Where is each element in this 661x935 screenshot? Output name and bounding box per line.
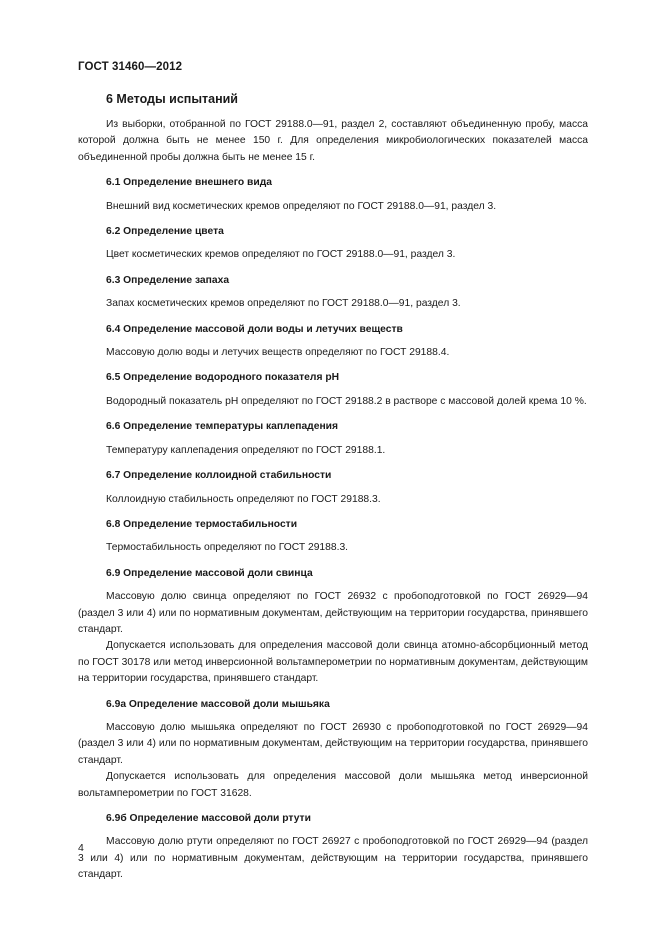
subsection-paragraph: Внешний вид косметических кремов определяют по ГОСТ 29188.0—91, раздел 3. — [106, 200, 497, 212]
subsection-paragraph: Водородный показатель pH определяют по ГОСТ 29188.2 в растворе с массовой долей крема 10 %. — [106, 395, 587, 407]
subsection-paragraph: Запах косметических кремов определяют по ГОСТ 29188.0—91, раздел 3. — [106, 298, 461, 310]
subsection-title-6-5: 6.5 Определение водородного показателя pH — [106, 372, 340, 384]
subsection-title-6-8: 6.8 Определение термостабильности — [106, 518, 298, 530]
subsection-title-6-9a: 6.9а Определение массовой доли мышьяка — [106, 698, 330, 710]
page-number: 4 — [78, 842, 84, 854]
subsection-title-6-9b: 6.9б Определение массовой доли ртути — [106, 813, 311, 824]
document-code-header: ГОСТ 31460—2012 — [78, 61, 183, 73]
subsection-paragraph: Массовую долю воды и летучих веществ определяют по ГОСТ 29188.4. — [106, 347, 450, 359]
subsection-title-6-4: 6.4 Определение массовой доли воды и летучих веществ — [106, 323, 403, 335]
subsection-title-6-2: 6.2 Определение цвета — [106, 226, 224, 238]
subsection-paragraph: Массовую долю свинца определяют по ГОСТ 26932 с пробоподготовкой по ГОСТ 26929—94 (раздел 3 или 4) или по нормативным документам, действующим на территории государства, принявшего стандарт. — [78, 591, 588, 635]
subsection-paragraph: Массовую долю ртути определяют по ГОСТ 26927 с пробоподготовкой по ГОСТ 26929—94 (раздел 3 или 4) или по нормативным документам, действующим на территории государства, принявшего стандарт. — [78, 836, 588, 881]
subsection-paragraph: Допускается использовать для определения массовой доли свинца атомно-абсорбционный метод по ГОСТ 30178 или метод инверсионной вольтамперометрии по нормативным документам, действующим на территории государства, принявшего стандарт. — [78, 640, 588, 685]
subsection-paragraph: Массовую долю мышьяка определяют по ГОСТ 26930 с пробоподготовкой по ГОСТ 26929—94 (раздел 3 или 4) или по нормативным документам, действующим на территории государства, принявшего стандарт. — [78, 721, 588, 766]
subsection-title-6-7: 6.7 Определение коллоидной стабильности — [106, 470, 332, 482]
subsection-paragraph: Термостабильность определяют по ГОСТ 29188.3. — [106, 542, 349, 554]
subsection-title-6-9: 6.9 Определение массовой доли свинца — [106, 567, 313, 579]
subsection-paragraph: Цвет косметических кремов определяют по ГОСТ 29188.0—91, раздел 3. — [106, 249, 456, 261]
subsection-title-6-3: 6.3 Определение запаха — [106, 274, 230, 286]
document-body — [78, 90, 588, 884]
subsection-title-6-6: 6.6 Определение температуры каплепадения — [106, 421, 338, 433]
subsection-paragraph: Коллоидную стабильность определяют по ГОСТ 29188.3. — [106, 493, 381, 505]
subsection-paragraph: Температуру каплепадения определяют по ГОСТ 29188.1. — [106, 444, 386, 456]
subsection-title-6-1: 6.1 Определение внешнего вида — [106, 177, 272, 189]
subsection-paragraph: Допускается использовать для определения массовой доли мышьяка метод инверсионной вольтамперометрии по ГОСТ 31628. — [78, 771, 588, 799]
section-title: 6 Методы испытаний — [106, 92, 238, 106]
section-intro-paragraph: Из выборки, отобранной по ГОСТ 29188.0—91, раздел 2, составляют объединенную пробу, масса которой должна быть не менее 150 г. Для определения микробиологических показателей масса объединенной пробы должна быть не менее 15 г. — [78, 119, 588, 163]
